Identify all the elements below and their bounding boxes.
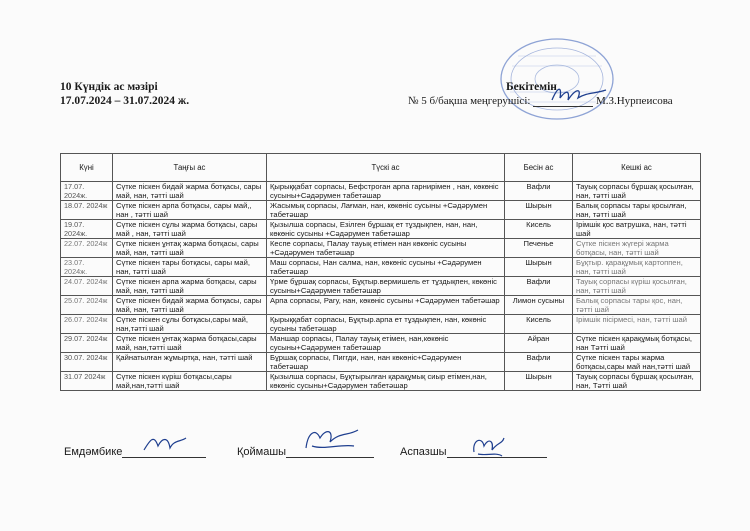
menu-title-block xyxy=(60,80,189,108)
lunch-cell: Арпа сорпасы, Рагу, нан, көкөніс сусыны +Сәдәрумен табетәшар xyxy=(267,296,505,315)
dinner-cell: Сүтке піскен тары жарма ботқасы,сары май нан,тәтті шай xyxy=(573,353,701,372)
snack-cell: Лимон сусыны xyxy=(505,296,573,315)
day-cell: 31.07 2024ж xyxy=(61,372,113,391)
dinner-cell: Тауық сорпасы бұршақ қосылған, нан, Тәтті шай xyxy=(573,372,701,391)
lunch-cell: Жасымық сорпасы, Лағман, нан, көкөніс сусыны +Сәдәрумен табетәшар xyxy=(267,201,505,220)
day-cell: 30.07. 2024ж xyxy=(61,353,113,372)
table-row xyxy=(61,220,701,239)
dinner-cell: Ірімшік пісірмесі, нан, тәтті шай xyxy=(573,315,701,334)
storekeeper-label: Қоймашы xyxy=(237,446,287,458)
breakfast-cell: Сүтке піскен арпа жарма ботқасы, сары май, нан, тәтті шай xyxy=(113,277,267,296)
breakfast-cell: Сүтке піскен сұлы ботқасы,сары май, нан,тәтті шай xyxy=(113,315,267,334)
snack-cell: Шырын xyxy=(505,372,573,391)
snack-cell: Кисель xyxy=(505,315,573,334)
snack-cell: Печенье xyxy=(505,239,573,258)
column-header: Кешкі ас xyxy=(573,154,701,182)
period: 17.07.2024 – 31.07.2024 ж. xyxy=(60,95,190,107)
approver-name: М.З.Нурпеисова xyxy=(595,95,673,107)
day-cell: 18.07. 2024ж xyxy=(61,201,113,220)
dinner-cell: Тауық сорпасы күріш қосылған, нан, тәтті шай xyxy=(573,277,701,296)
table-row xyxy=(61,334,701,353)
day-cell: 17.07. 2024ж. xyxy=(61,182,113,201)
snack-cell: Шырын xyxy=(505,201,573,220)
breakfast-cell: Сүтке піскен күріш ботқасы,сары май,нан,тәтті шай xyxy=(113,372,267,391)
signature-line xyxy=(533,96,593,107)
approval-title: Бекітемін xyxy=(506,81,557,93)
day-cell: 26.07. 2024ж xyxy=(61,315,113,334)
lunch-cell: Қызылша сорпасы, Езілген бұршақ ет тұздықпен, нан, нан, көкөніс сусыны +Сәдәрумен табетәшар xyxy=(267,220,505,239)
day-cell: 23.07. 2024ж. xyxy=(61,258,113,277)
day-cell: 19.07. 2024ж. xyxy=(61,220,113,239)
breakfast-cell: Сүтке піскен ұнтақ жарма ботқасы,сары май, нан,тәтті шай xyxy=(113,334,267,353)
lunch-cell: Маш сорпасы, Нан салма, нан, көкөніс сусыны +Сәдәрумен табетәшар xyxy=(267,258,505,277)
snack-cell: Вафли xyxy=(505,353,573,372)
table-row xyxy=(61,296,701,315)
table-row xyxy=(61,372,701,391)
table-row xyxy=(61,353,701,372)
nurse-signature xyxy=(140,430,188,456)
table-row xyxy=(61,315,701,334)
column-header: Түскі ас xyxy=(267,154,505,182)
lunch-cell: Бұршақ сорпасы, Пиггди, нан, нан көкөніс+Сәдәрумен табетәшар xyxy=(267,353,505,372)
cook-label: Аспазшы xyxy=(400,446,447,458)
snack-cell: Вафли xyxy=(505,277,573,296)
dinner-cell: Ірімшік қос ватрушка, нан, тәтті шай xyxy=(573,220,701,239)
dinner-cell: Бұқтыр. қарақұмық картоппен, нан, тәтті шай xyxy=(573,258,701,277)
dinner-cell: Тауық сорпасы бұршақ қосылған, нан, тәтті шай xyxy=(573,182,701,201)
dinner-cell: Сүтке піскен жүгері жарма ботқасы, нан, тәтті шай xyxy=(573,239,701,258)
table-row xyxy=(61,239,701,258)
nurse-label: Емдәмбике xyxy=(64,446,123,458)
approval-line xyxy=(408,95,673,107)
official-stamp xyxy=(498,36,616,122)
page-title: 10 Күндік ас мәзірі xyxy=(60,81,158,93)
breakfast-cell: Қайнатылған жұмыртқа, нан, тәтті шай xyxy=(113,353,267,372)
breakfast-cell: Сүтке піскен бидай жарма ботқасы, сары май, нан, тәтті шай xyxy=(113,296,267,315)
snack-cell: Айран xyxy=(505,334,573,353)
lunch-cell: Қырыққабат сорпасы, Бефстроган арпа гарнирімен , нан, көкөніс сусыны+Сәдәрумен табетәшар xyxy=(267,182,505,201)
lunch-cell: Қырыққабат сорпасы, Бұқтыр.арпа ет тұздықпен, нан, көкөніс сусыны табетәшар xyxy=(267,315,505,334)
breakfast-cell: Сүтке піскен тары ботқасы, сары май, нан, тәтті шай xyxy=(113,258,267,277)
snack-cell: Кисель xyxy=(505,220,573,239)
table-row xyxy=(61,201,701,220)
lunch-cell: Үрме бұршақ сорпасы, Бұқтыр.вермишель ет тұздықпен, көкөніс сусыны+Сәдәрумен табетәшар xyxy=(267,277,505,296)
table-header-row xyxy=(61,154,701,182)
cook-signature xyxy=(468,432,508,460)
table-row xyxy=(61,258,701,277)
table-row xyxy=(61,182,701,201)
day-cell: 29.07. 2024ж xyxy=(61,334,113,353)
snack-cell: Вафли xyxy=(505,182,573,201)
column-header: Күні xyxy=(61,154,113,182)
menu-table xyxy=(60,153,701,391)
lunch-cell: Маншар сорпасы, Палау тауық етімен, нан,көкөніс сусыны+Сәдәрумен табетәшар xyxy=(267,334,505,353)
dinner-cell: Сүтке піскен қарақұмық ботқасы, нан Тәтті шай xyxy=(573,334,701,353)
lunch-cell: Қызылша сорпасы, Бұқтырылған қарақұмық сиыр етімен,нан, көкөніс сусыны+Сәдәрумен табетәшар xyxy=(267,372,505,391)
day-cell: 25.07. 2024ж xyxy=(61,296,113,315)
breakfast-cell: Сүтке піскен сұлы жарма ботқасы, сары май , нан, тәтті шай xyxy=(113,220,267,239)
dinner-cell: Балық сорпасы тары қос, нан, тәтті шай xyxy=(573,296,701,315)
column-header: Бесін ас xyxy=(505,154,573,182)
dinner-cell: Балық сорпасы тары қосылған, нан, тәтті шай xyxy=(573,201,701,220)
day-cell: 24.07. 2024ж xyxy=(61,277,113,296)
table-row xyxy=(61,277,701,296)
snack-cell: Шырын xyxy=(505,258,573,277)
storekeeper-signature xyxy=(300,424,362,456)
breakfast-cell: Сүтке піскен бидай жарма ботқасы, сары май, нан, тәтті шай xyxy=(113,182,267,201)
approver-position: № 5 б/бақша меңгерушісі: xyxy=(408,95,531,107)
breakfast-cell: Сүтке піскен ұнтақ жарма ботқасы, сары май, нан, тәтті шай xyxy=(113,239,267,258)
breakfast-cell: Сүтке піскен арпа ботқасы, сары май,, нан , тәтті шай xyxy=(113,201,267,220)
day-cell: 22.07. 2024ж xyxy=(61,239,113,258)
lunch-cell: Кеспе сорпасы, Палау тауық етімен нан көкөніс сусыны +Сәдәрумен табетәшар xyxy=(267,239,505,258)
column-header: Таңғы ас xyxy=(113,154,267,182)
